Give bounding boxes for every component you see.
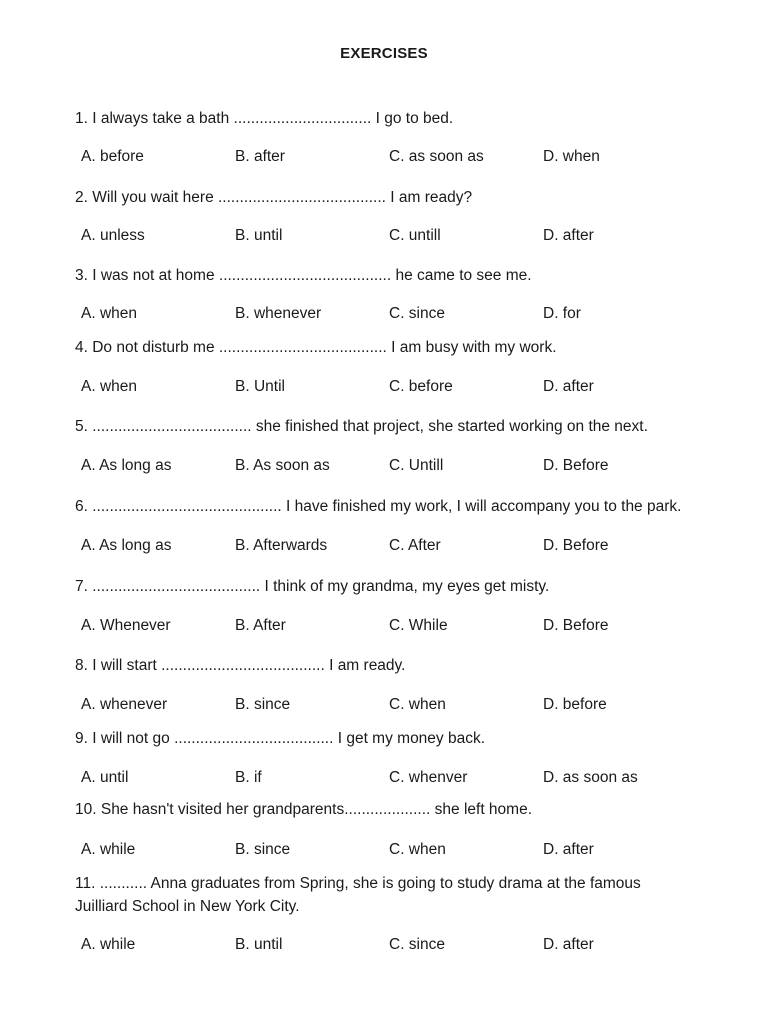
option-c: C. before (389, 378, 453, 395)
option-b: B. whenever (235, 305, 322, 322)
question-9: 9. I will not go ..................................... I get my money back. (75, 730, 486, 747)
option-c: C. since (389, 305, 445, 322)
question-2: 2. Will you wait here ....................................... I am ready? (75, 189, 473, 206)
question-6: 6. ............................................ I have finished my work, I will accompany you to the park. (75, 498, 682, 515)
options-row-2 (81, 225, 701, 247)
option-c: C. when (389, 841, 446, 858)
option-a: A. whenever (81, 696, 168, 713)
option-b: B. Afterwards (235, 537, 328, 554)
option-a: A. Whenever (81, 617, 171, 634)
option-c: C. as soon as (389, 148, 484, 165)
option-a: A. when (81, 305, 138, 322)
option-b: B. After (235, 617, 286, 634)
option-c: C. While (389, 617, 448, 634)
option-c: C. whenver (389, 769, 468, 786)
option-a: A. As long as (81, 457, 172, 474)
option-c: C. Untill (389, 457, 444, 474)
option-c: C. since (389, 936, 445, 953)
option-c: C. After (389, 537, 441, 554)
options-row-6 (81, 535, 701, 557)
option-b: B. after (235, 148, 285, 165)
options-row-10 (81, 839, 701, 861)
option-a: A. while (81, 841, 136, 858)
option-b: B. until (235, 936, 283, 953)
option-c: C. untill (389, 227, 441, 244)
option-b: B. since (235, 696, 291, 713)
option-b: B. As soon as (235, 457, 330, 474)
option-a: A. while (81, 936, 136, 953)
option-d: D. after (543, 378, 594, 395)
option-d: D. for (543, 305, 581, 322)
question-8: 8. I will start ...................................... I am ready. (75, 657, 406, 674)
option-a: A. when (81, 378, 138, 395)
option-b: B. Until (235, 378, 285, 395)
question-11: 11. ........... Anna graduates from Spring, she is going to study drama at the famous Juilliard School in New York City. (75, 875, 641, 915)
question-4: 4. Do not disturb me ....................................... I am busy with my work. (75, 339, 557, 356)
question-1: 1. I always take a bath ................................ I go to bed. (75, 110, 454, 127)
options-row-7 (81, 615, 701, 637)
options-row-3 (81, 303, 701, 325)
option-b: B. since (235, 841, 291, 858)
question-5: 5. ..................................... she finished that project, she started working on the next. (75, 418, 648, 435)
option-b: B. until (235, 227, 283, 244)
options-row-8 (81, 694, 701, 716)
option-d: D. Before (543, 537, 609, 554)
option-d: D. before (543, 696, 607, 713)
option-d: D. Before (543, 617, 609, 634)
question-10: 10. She hasn't visited her grandparents.................... she left home. (75, 801, 533, 818)
options-row-4 (81, 376, 701, 398)
option-d: D. after (543, 841, 594, 858)
option-d: D. after (543, 936, 594, 953)
option-c: C. when (389, 696, 446, 713)
option-a: A. As long as (81, 537, 172, 554)
options-row-1 (81, 146, 701, 168)
page-title: EXERCISES (340, 45, 428, 62)
options-row-5 (81, 455, 701, 477)
option-a: A. until (81, 769, 129, 786)
option-a: A. unless (81, 227, 145, 244)
options-row-9 (81, 767, 701, 789)
options-row-11 (81, 934, 701, 956)
question-3: 3. I was not at home ........................................ he came to see me. (75, 267, 532, 284)
option-d: D. after (543, 227, 594, 244)
option-b: B. if (235, 769, 262, 786)
option-d: D. Before (543, 457, 609, 474)
question-7: 7. ....................................... I think of my grandma, my eyes get misty. (75, 578, 550, 595)
option-a: A. before (81, 148, 144, 165)
option-d: D. when (543, 148, 600, 165)
option-d: D. as soon as (543, 769, 638, 786)
